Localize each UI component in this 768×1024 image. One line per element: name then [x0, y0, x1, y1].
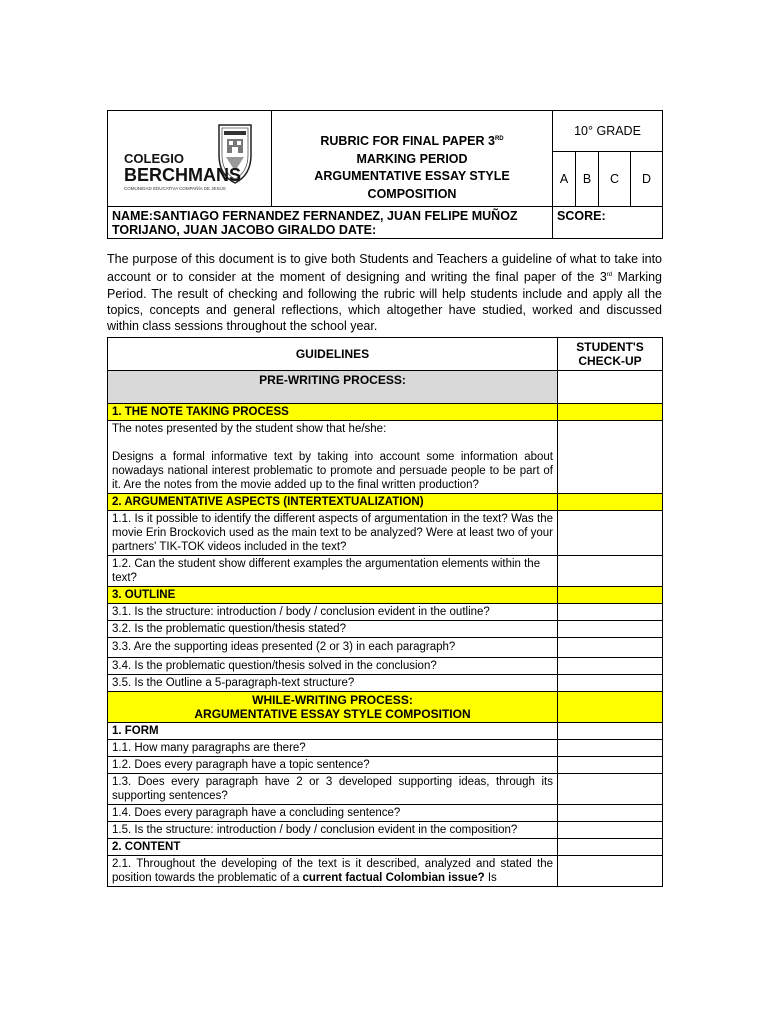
checkup-cell: [558, 674, 663, 691]
student-names: NAME:SANTIAGO FERNANDEZ FERNANDEZ, JUAN FELIPE MUÑOZ TORIJANO, JUAN JACOBO GIRALDO DATE:: [108, 207, 553, 239]
table-row: [108, 773, 663, 804]
rubric-item: 1.5. Is the structure: introduction / body / conclusion evident in the composition?: [108, 821, 558, 838]
checkup-cell: [558, 637, 663, 657]
table-row: [108, 603, 663, 620]
section-outline: 3. OUTLINE: [108, 586, 558, 603]
table-row: [108, 555, 663, 586]
title-line-4: COMPOSITION: [367, 186, 457, 201]
checkup-cell: [558, 838, 663, 855]
rubric-item: 2.1. Throughout the developing of the text is it described, analyzed and stated the position towards the problematic of a current factual Colombian issue? Is: [108, 855, 558, 886]
title-line-2: MARKING PERIOD: [356, 151, 468, 166]
guidelines-header: GUIDELINES: [108, 337, 558, 370]
title-line-3: ARGUMENTATIVE ESSAY STYLE: [314, 169, 510, 184]
checkup-cell: [558, 555, 663, 586]
section-row: [108, 493, 663, 510]
grade-c: C: [599, 152, 631, 207]
table-row: [108, 637, 663, 657]
rubric-item: 1.2. Does every paragraph have a topic sentence?: [108, 756, 558, 773]
checkup-header: STUDENT'S CHECK-UP: [558, 337, 663, 370]
section-row: [108, 838, 663, 855]
document-page: [107, 110, 662, 887]
checkup-cell: [558, 855, 663, 886]
prewriting-heading: PRE-WRITING PROCESS:: [108, 370, 558, 403]
checkup-cell: [558, 756, 663, 773]
colegio-berchmans-logo: [120, 119, 260, 195]
svg-text:COLEGIO: COLEGIO: [123, 151, 184, 166]
checkup-cell: [558, 403, 663, 420]
rubric-header-row: [108, 337, 663, 370]
svg-text:BERCHMANS: BERCHMANS: [123, 165, 241, 185]
checkup-cell: [558, 804, 663, 821]
prewriting-row: [108, 370, 663, 403]
table-row: [108, 756, 663, 773]
section-note-taking: 1. THE NOTE TAKING PROCESS: [108, 403, 558, 420]
grade-a: A: [553, 152, 576, 207]
table-row: [108, 674, 663, 691]
checkup-cell: [558, 493, 663, 510]
grade-label: 10° GRADE: [553, 111, 663, 152]
checkup-cell: [558, 722, 663, 739]
rubric-item: 3.1. Is the structure: introduction / body / conclusion evident in the outline?: [108, 603, 558, 620]
checkup-cell: [558, 739, 663, 756]
rubric-item: 3.5. Is the Outline a 5-paragraph-text structure?: [108, 674, 558, 691]
while-writing-line-2: ARGUMENTATIVE ESSAY STYLE COMPOSITION: [194, 706, 471, 721]
while-writing-heading: [108, 691, 558, 722]
rubric-item: 1.1. How many paragraphs are there?: [108, 739, 558, 756]
checkup-cell: [558, 420, 663, 493]
rubric-item: 1.2. Can the student show different examples the argumentation elements within the text?: [108, 555, 558, 586]
rubric-item: 3.2. Is the problematic question/thesis stated?: [108, 620, 558, 637]
checkup-cell: [558, 370, 663, 403]
table-row: [108, 657, 663, 674]
table-row: [108, 804, 663, 821]
title-line-1: RUBRIC FOR FINAL PAPER 3RD: [320, 134, 504, 149]
section-row: [108, 722, 663, 739]
svg-text:COMUNIDAD EDUCATIVA COMPAÑÍA D: COMUNIDAD EDUCATIVA COMPAÑÍA DE JESÚS: [123, 186, 226, 191]
note-taking-intro: The notes presented by the student show that he/she:: [112, 422, 387, 435]
section-row: [108, 403, 663, 420]
checkup-cell: [558, 657, 663, 674]
header-table: [107, 110, 663, 239]
checkup-cell: [558, 510, 663, 555]
logo-cell: [108, 111, 272, 207]
table-row: [108, 510, 663, 555]
section-form: 1. FORM: [108, 722, 558, 739]
checkup-cell: [558, 691, 663, 722]
section-row: [108, 586, 663, 603]
checkup-cell: [558, 586, 663, 603]
section-content: 2. CONTENT: [108, 838, 558, 855]
score-label: SCORE:: [553, 207, 663, 239]
checkup-cell: [558, 620, 663, 637]
rubric-item: 1.1. Is it possible to identify the different aspects of argumentation in the text? Was the movie Erin Brockovich used as the main text to be analyzed? Were at least two of your partners' TIK-TOK videos included in the text?: [108, 510, 558, 555]
table-row: [108, 620, 663, 637]
table-row: [108, 821, 663, 838]
checkup-cell: [558, 603, 663, 620]
rubric-item: 1.3. Does every paragraph have 2 or 3 developed supporting ideas, through its supporting sentences?: [108, 773, 558, 804]
while-writing-line-1: WHILE-WRITING PROCESS:: [252, 692, 413, 707]
section-argumentative-aspects: 2. ARGUMENTATIVE ASPECTS (INTERTEXTUALIZATION): [108, 493, 558, 510]
checkup-cell: [558, 821, 663, 838]
table-row: [108, 420, 663, 493]
table-row: [108, 739, 663, 756]
note-taking-description: Designs a formal informative text by taking into account some information about nowadays national interest problematic to promote and persuade people to be part of it. Are the notes from the movie added up to the final written production?: [112, 450, 553, 491]
grade-d: D: [631, 152, 663, 207]
note-taking-text: [108, 420, 558, 493]
intro-paragraph: The purpose of this document is to give both Students and Teachers a guideline of what to take into account or to consider at the moment of designing and writing the final paper of the 3rd Marking Period. The result of checking and following the rubric will help students include and apply all the topics, concepts and general reflections, which altogether have studied, worked and discussed within class sessions throughout the school year.: [107, 252, 662, 334]
grade-b: B: [576, 152, 599, 207]
rubric-table: [107, 337, 663, 887]
table-row: [108, 855, 663, 886]
rubric-item: 3.3. Are the supporting ideas presented (2 or 3) in each paragraph?: [108, 637, 558, 657]
rubric-item: 1.4. Does every paragraph have a concluding sentence?: [108, 804, 558, 821]
while-writing-row: [108, 691, 663, 722]
rubric-item: 3.4. Is the problematic question/thesis solved in the conclusion?: [108, 657, 558, 674]
checkup-cell: [558, 773, 663, 804]
rubric-title: [272, 111, 553, 207]
